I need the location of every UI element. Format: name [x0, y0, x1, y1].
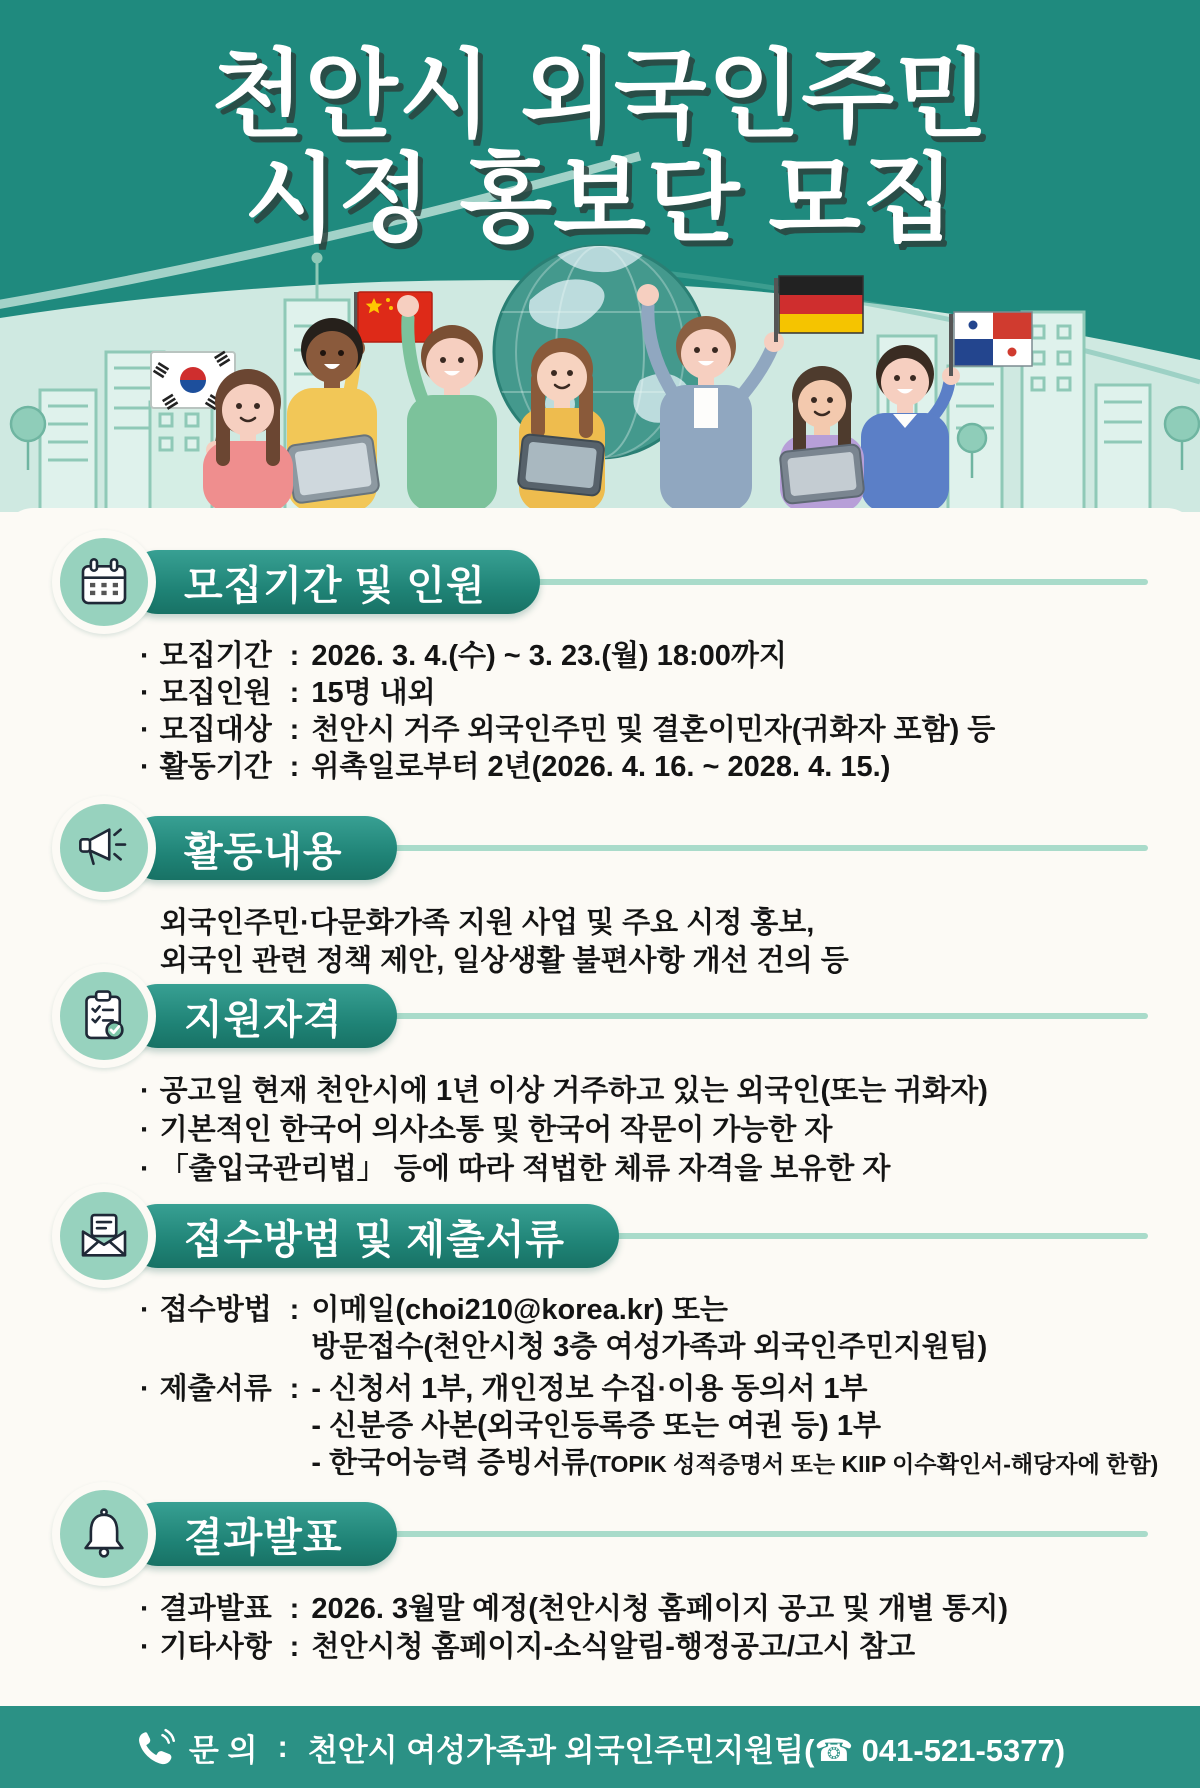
phone-icon: [135, 1727, 175, 1767]
bullet-text: · 공고일 현재 천안시에 1년 이상 거주하고 있는 외국인(또는 귀화자): [159, 1075, 988, 1107]
info-value-line: 이메일(choi210@korea.kr) 또는: [311, 1294, 728, 1326]
poster-header: [0, 0, 1200, 512]
info-label: · 접수방법: [159, 1294, 272, 1326]
info-row: [140, 675, 1148, 712]
section-rule: [391, 1013, 1148, 1019]
section-recruit-period: [52, 530, 1148, 786]
section-title-activities: 활동내용: [126, 816, 397, 880]
info-row: [140, 1292, 1148, 1366]
china-flag-icon: [356, 292, 432, 344]
info-value-text: - 한국어능력 증빙서류: [311, 1447, 590, 1479]
bullet-item: [140, 1072, 1148, 1111]
megaphone-icon: [52, 796, 156, 900]
info-value-line: 방문접수(천안시청 3층 여성가족과 외국인주민지원팀): [311, 1331, 988, 1363]
info-label: · 기타사항: [159, 1631, 272, 1663]
footer-separator: :: [277, 1729, 288, 1764]
section-title-application: 접수방법 및 제출서류: [126, 1204, 619, 1268]
info-value-block: [311, 1371, 1158, 1483]
info-label: · 활동기간: [159, 751, 272, 783]
info-separator: :: [289, 677, 300, 709]
info-row: [140, 749, 1148, 786]
info-value-line: - 신청서 1부, 개인정보 수집·이용 동의서 1부: [311, 1373, 868, 1405]
poster-title: [0, 44, 1200, 252]
info-row: [140, 712, 1148, 749]
info-row: [140, 1628, 1148, 1666]
section-header: [52, 1482, 1148, 1586]
section-rule: [613, 1233, 1148, 1239]
section-rule: [391, 1531, 1148, 1537]
info-row: [140, 1590, 1148, 1628]
tablet-icon: [518, 434, 605, 496]
footer-contact-bar: [0, 1706, 1200, 1788]
section-rule: [391, 845, 1148, 851]
activities-line: 외국인 관련 정책 제안, 일상생활 불편사항 개선 건의 등: [160, 945, 849, 977]
info-separator: :: [289, 1373, 300, 1405]
section-header: [52, 1184, 1148, 1288]
footer-label: 문 의: [188, 1732, 258, 1768]
section-title-results: 결과발표: [126, 1502, 397, 1566]
section-title-recruit-period: 모집기간 및 인원: [126, 550, 540, 614]
bullet-text: · 기본적인 한국어 의사소통 및 한국어 작문이 가능한 자: [159, 1114, 833, 1146]
info-value: 천안시청 홈페이지-소식알림-행정공고/고시 참고: [311, 1631, 916, 1663]
section-body: [140, 1590, 1148, 1666]
poster-title-line2: 시정 홍보단 모집: [244, 146, 956, 253]
info-value-line: [311, 1445, 1158, 1483]
bullet-item: [140, 1111, 1148, 1150]
info-separator: :: [289, 751, 300, 783]
section-header: [52, 796, 1148, 900]
section-activities: [52, 796, 1148, 980]
activities-line: 외국인주민·다문화가족 지원 사업 및 주요 시정 홍보,: [160, 907, 815, 939]
poster-title-line1: 천안시 외국인주민: [211, 42, 989, 149]
info-label: · 모집대상: [159, 714, 272, 746]
footer-contact-text: 천안시 여성가족과 외국인주민지원팀(☎ 041-521-5377): [307, 1732, 1066, 1768]
bell-icon: [52, 1482, 156, 1586]
info-label: · 모집인원: [159, 677, 272, 709]
info-label: · 모집기간: [159, 640, 272, 672]
clipboard-check-icon: [52, 964, 156, 1068]
info-value-small: (TOPIK 성적증명서 또는 KIIP 이수확인서-해당자에 한함): [589, 1451, 1159, 1477]
info-separator: :: [289, 1294, 300, 1326]
bullet-text: · 「출입국관리법」 등에 따라 적법한 체류 자격을 보유한 자: [159, 1153, 891, 1185]
section-results: [52, 1482, 1148, 1666]
info-value: 2026. 3월말 예정(천안시청 홈페이지 공고 및 개별 통지): [311, 1593, 1009, 1625]
section-application: [52, 1184, 1159, 1483]
section-body: [140, 1072, 1148, 1189]
info-separator: :: [289, 640, 300, 672]
tablet-icon: [287, 434, 380, 503]
envelope-icon: [52, 1184, 156, 1288]
info-value-block: [311, 1292, 987, 1366]
section-body: [140, 1292, 1159, 1483]
info-value: 2026. 3. 4.(수) ~ 3. 23.(월) 18:00까지: [311, 640, 787, 672]
section-header: [52, 530, 1148, 634]
info-value: 천안시 거주 외국인주민 및 결혼이민자(귀화자 포함) 등: [311, 714, 996, 746]
info-value: 위촉일로부터 2년(2026. 4. 16. ~ 2028. 4. 15.): [311, 751, 891, 783]
info-label: · 제출서류: [159, 1373, 272, 1405]
info-label: · 결과발표: [159, 1593, 272, 1625]
section-header: [52, 964, 1148, 1068]
info-separator: :: [289, 714, 300, 746]
section-title-eligibility: 지원자격: [126, 984, 397, 1048]
tablet-icon: [780, 444, 865, 504]
section-rule: [534, 579, 1148, 585]
germany-flag-icon: [776, 276, 863, 342]
section-eligibility: [52, 964, 1148, 1189]
info-separator: :: [289, 1593, 300, 1625]
info-separator: :: [289, 1631, 300, 1663]
panama-flag-icon: [951, 312, 1032, 376]
section-body: [140, 638, 1148, 786]
calendar-icon: [52, 530, 156, 634]
info-value: 15명 내외: [311, 677, 436, 709]
info-row: [140, 638, 1148, 675]
info-value-line: - 신분증 사본(외국인등록증 또는 여권 등) 1부: [311, 1410, 882, 1442]
info-row: [140, 1371, 1159, 1483]
